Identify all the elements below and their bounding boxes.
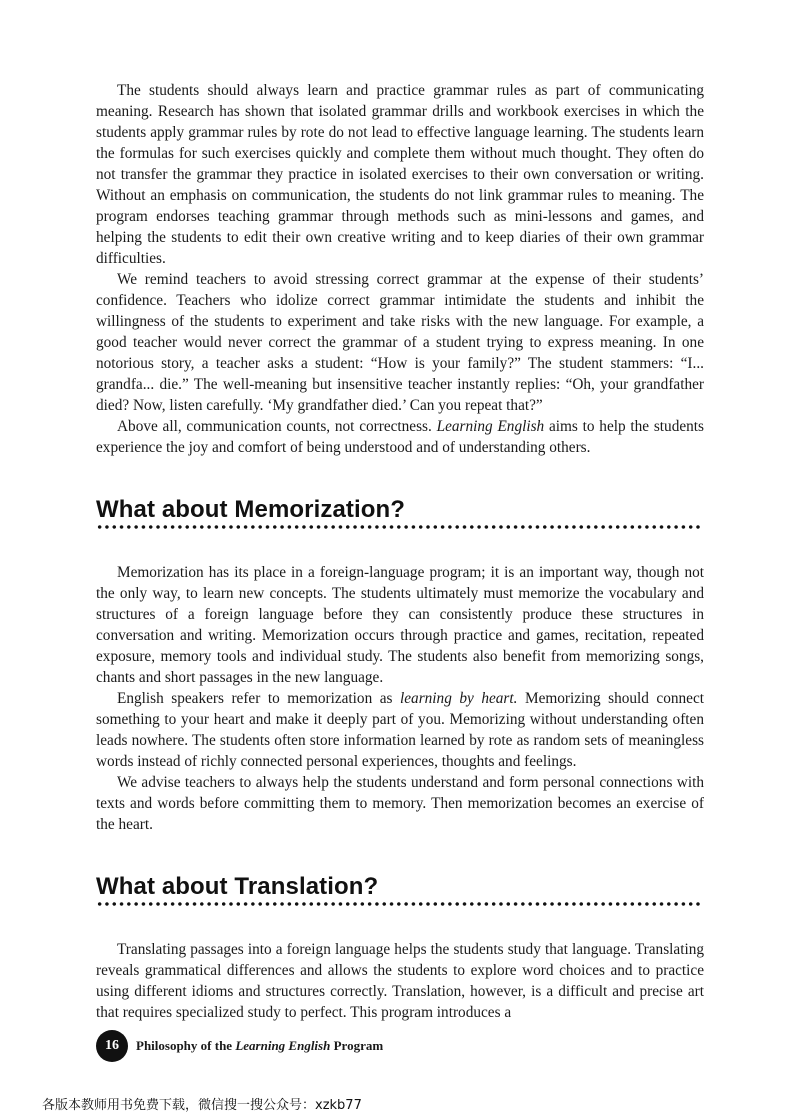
page-footer xyxy=(96,1030,383,1062)
running-footer xyxy=(136,1038,383,1054)
intro-paragraph-2: We remind teachers to avoid stressing correct grammar at the expense of their students’ confidence. Teachers who idolize correct grammar intimidate the students and inhibit the willingness of the students to experiment and take risks with the new language. For example, a good teacher would never correct the grammar of a student trying to express meaning. In one notorious story, a teacher asks a student: “How is your family?” The student stammers: “I... grandfa... die.” The well-meaning but insensitive teacher instantly replies: “Oh, your grandfather died? Now, listen carefully. ‘My grandfather died.’ Can you repeat that?” xyxy=(96,271,704,414)
memorization-p2-italic: learning by heart. xyxy=(400,690,518,707)
intro-p3-text-end: aims to help the students experience the joy and comfort of being understood and of understanding others. xyxy=(96,418,704,456)
footer-text-start: Philosophy of the xyxy=(136,1038,236,1053)
memorization-p2-text: English speakers refer to memorization as xyxy=(117,690,401,707)
memorization-paragraph-2 xyxy=(96,688,704,772)
page-number-badge: 16 xyxy=(96,1030,128,1062)
watermark-caption: 各版本教师用书免费下载，微信搜一搜公众号：xzkb77 xyxy=(42,1098,362,1113)
intro-paragraph-1: The students should always learn and practice grammar rules as part of communicating meaning. Research has shown that isolated grammar drills and workbook exercises in which the students apply grammar rules by rote do not lead to effective language learning. The students learn the formulas for such exercises quickly and complete them without much thought. They often do not transfer the grammar they practice in isolated exercises to their own conversation or writing. Without an emphasis on communication, the students do not link grammar rules to meaning. The program endorses teaching grammar through methods such as mini-lessons and games, and helping the students to edit their own creative writing and to keep diaries of their own grammar difficulties. xyxy=(96,82,704,267)
memorization-body xyxy=(96,562,704,835)
page-content xyxy=(96,80,704,1023)
translation-heading xyxy=(96,873,704,907)
section-title: What about Memorization? xyxy=(96,496,406,523)
memorization-paragraph-3: We advise teachers to always help the students understand and form personal connections with texts and words before committing them to memory. Then memorization becomes an exercise of the heart. xyxy=(96,774,704,833)
intro-paragraph-3 xyxy=(96,416,704,458)
translation-paragraph-1: Translating passages into a foreign language helps the students study that language. Translating reveals grammatical differences and allows the students to explore word choices and to practice using different idioms and structures correctly. Translation, however, is a difficult and precise art that requires specialized study to perfect. This program introduces a xyxy=(96,941,704,1021)
dotted-rule xyxy=(96,524,700,530)
footer-italic: Learning English xyxy=(235,1038,331,1053)
section-title: What about Translation? xyxy=(96,873,379,900)
memorization-p2-text-end: Memorizing should connect something to your heart and make it deeply part of you. Memorizing without understanding often leads nowhere. The students often store information learned by rote as random sets of meaningless words instead of richly connected personal experiences, thoughts and feelings. xyxy=(96,690,705,770)
memorization-heading xyxy=(96,496,704,530)
intro-p3-text: Above all, communication counts, not correctness. xyxy=(117,418,437,435)
translation-body xyxy=(96,939,704,1023)
dotted-rule xyxy=(96,901,700,907)
intro-p3-italic: Learning English xyxy=(436,418,545,435)
footer-text-end: Program xyxy=(330,1038,384,1053)
memorization-paragraph-1: Memorization has its place in a foreign-language program; it is an important way, though not the only way, to learn new concepts. The students ultimately must memorize the vocabulary and structures of a foreign language before they can consistently produce these structures in conversation and writing. Memorization occurs through practice and games, recitation, repeated exposure, memory tools and individual study. The students also benefit from memorizing songs, chants and short passages in the new language. xyxy=(96,564,704,686)
